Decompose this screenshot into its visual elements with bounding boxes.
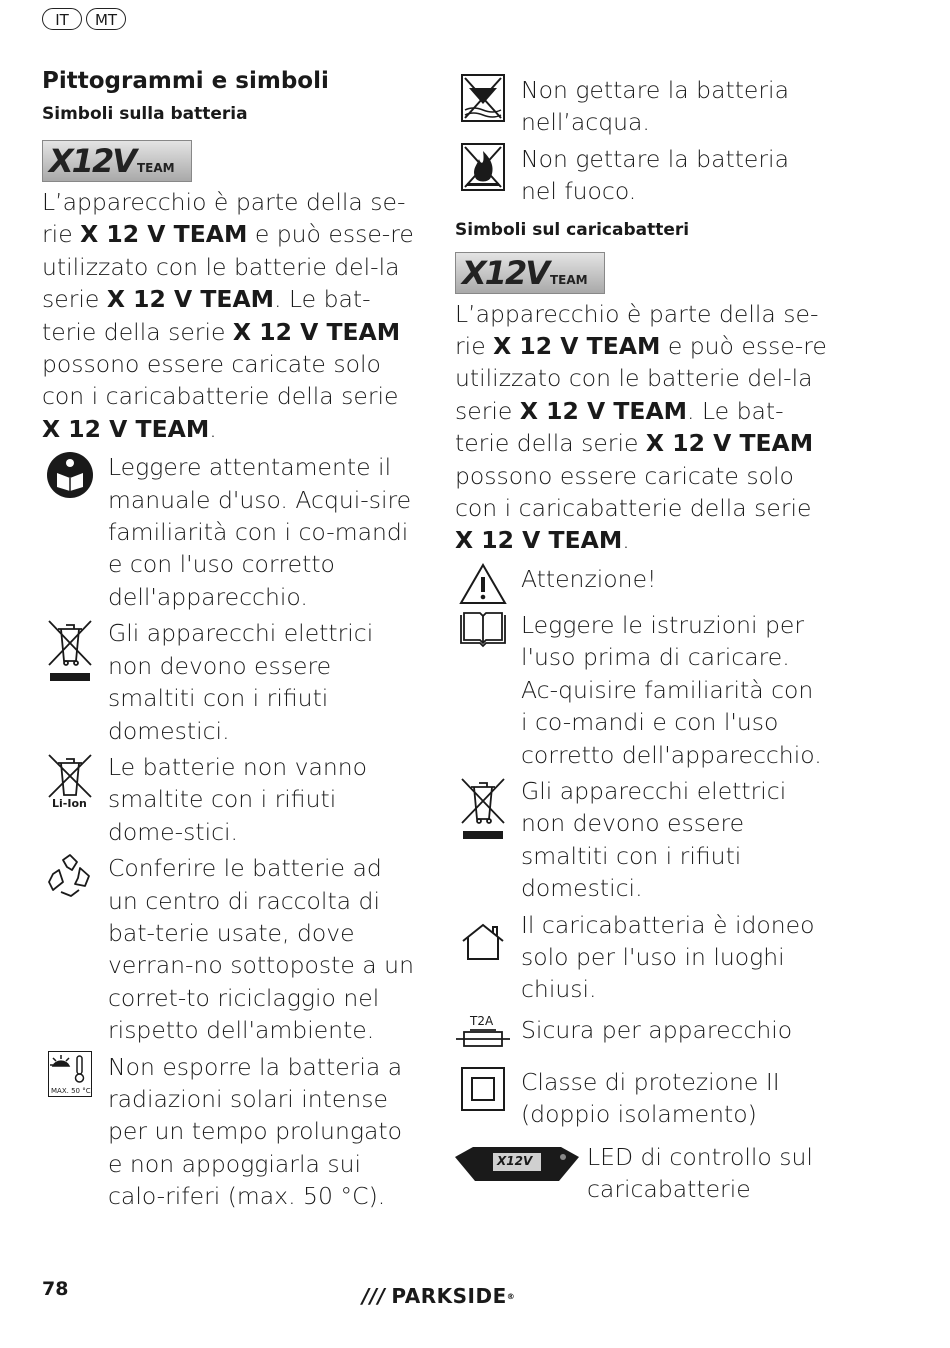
symbol-row [455, 1014, 827, 1054]
symbol-text: Sicura per apparecchio [521, 1015, 793, 1044]
battery-symbols-heading: Simboli sulla batteria [42, 104, 248, 124]
symbol-text: Attenzione! [521, 564, 657, 593]
page-number: 78 [42, 1278, 69, 1300]
symbol-text: Non gettare la batteria nel fuoco. [521, 144, 789, 206]
warning-icon [455, 563, 511, 605]
symbol-text: Gli apparecchi elettrici non devono essere smaltiti con i rifiuti domestici. [521, 776, 787, 903]
symbol-text: LED di controllo sul caricabatterie [587, 1142, 813, 1203]
language-badges [42, 8, 126, 30]
symbol-row [42, 617, 414, 747]
symbol-row [42, 1051, 414, 1213]
symbol-text: Classe di protezione II (doppio isolamento) [521, 1067, 780, 1129]
charger-intro-text: L’apparecchio è parte della se-rie X 12 V TEAM e può esse-re utilizzato con le batterie del-la serie X 12 V TEAM. Le bat-terie della serie X 12 V TEAM possono essere caricate solo con i caricabatterie della serie X 12 V TEAM. [455, 299, 827, 555]
weee-bin-icon [42, 617, 98, 683]
left-column [42, 66, 414, 1217]
sun-temperature-icon [42, 1051, 98, 1097]
symbol-row [455, 74, 827, 139]
charger-symbols-heading: Simboli sul caricabatteri [455, 219, 690, 240]
symbol-text: Le batterie non vanno smaltite con i rifiuti dome-stici. [108, 752, 368, 846]
protection-class-ii-icon [455, 1066, 511, 1112]
fuse-icon [455, 1014, 511, 1054]
symbol-row [42, 451, 414, 613]
symbol-text: Gli apparecchi elettrici non devono essere smaltiti con i rifiuti domestici. [108, 619, 374, 745]
symbol-row [42, 751, 414, 848]
charger-led-icon [455, 1141, 579, 1185]
symbol-row [455, 909, 827, 1006]
no-fire-icon [455, 143, 511, 191]
symbol-text: Leggere attentamente il manuale d'uso. Acqui-sire familiarità con i co-mandi e con l'uso corretto dell'apparecchio. [108, 453, 412, 611]
right-column [455, 74, 827, 1209]
section-title: Pittogrammi e simboli [42, 68, 329, 94]
read-manual-icon [42, 451, 98, 499]
symbol-text: Leggere le istruzioni per l'uso prima di caricare. Ac-quisire familiarità con i co-mandi e con l'uso corretto dell'apparecchio. [521, 610, 822, 769]
symbol-row [455, 775, 827, 905]
recycle-icon [42, 852, 98, 900]
battery-bin-icon [42, 751, 98, 813]
charger-logo-text: X12V [497, 1153, 533, 1168]
battery-intro-text: L’apparecchio è parte della se-rie X 12 V TEAM e può esse-re utilizzato con le batterie del-la serie X 12 V TEAM. Le bat-terie della serie X 12 V TEAM possono essere caricate solo con i caricabatterie della serie X 12 V TEAM. [42, 188, 414, 443]
max-temp-label: MAX. 50 °C [51, 1086, 91, 1095]
weee-bin-icon [455, 775, 511, 841]
symbol-text: Conferire le batterie ad un centro di raccolta di bat-terie usate, dove verran-no sottoposte a un corret-to riciclaggio nel rispetto dell'ambiente. [108, 854, 414, 1045]
symbol-row [455, 1141, 827, 1206]
open-book-icon [455, 609, 511, 649]
symbol-row [42, 852, 414, 1046]
symbol-row [455, 143, 827, 208]
symbol-row [455, 1066, 827, 1131]
symbol-text: Il caricabatteria è idoneo solo per l'uso in luoghi chiusi. [521, 910, 815, 1004]
li-ion-label: Li-Ion [52, 796, 87, 810]
x12v-team-logo: X12V TEAM [42, 140, 192, 182]
indoor-house-icon [455, 909, 511, 965]
parkside-logo: /// PARKSIDE ® [362, 1284, 516, 1308]
x12v-team-logo: X12V TEAM [455, 252, 605, 294]
symbol-text: Non esporre la batteria a radiazioni solari intense per un tempo prolungato e non appoggiarla sui calo-riferi (max. 50 °C). [108, 1052, 403, 1211]
symbol-row [455, 609, 827, 771]
lang-badge-mt: MT [86, 8, 126, 30]
no-water-icon [455, 74, 511, 122]
symbol-row [455, 563, 827, 605]
symbol-text: Non gettare la batteria nell’acqua. [521, 76, 789, 137]
lang-badge-it: IT [42, 8, 82, 30]
fuse-rating-label: T2A [470, 1013, 494, 1028]
